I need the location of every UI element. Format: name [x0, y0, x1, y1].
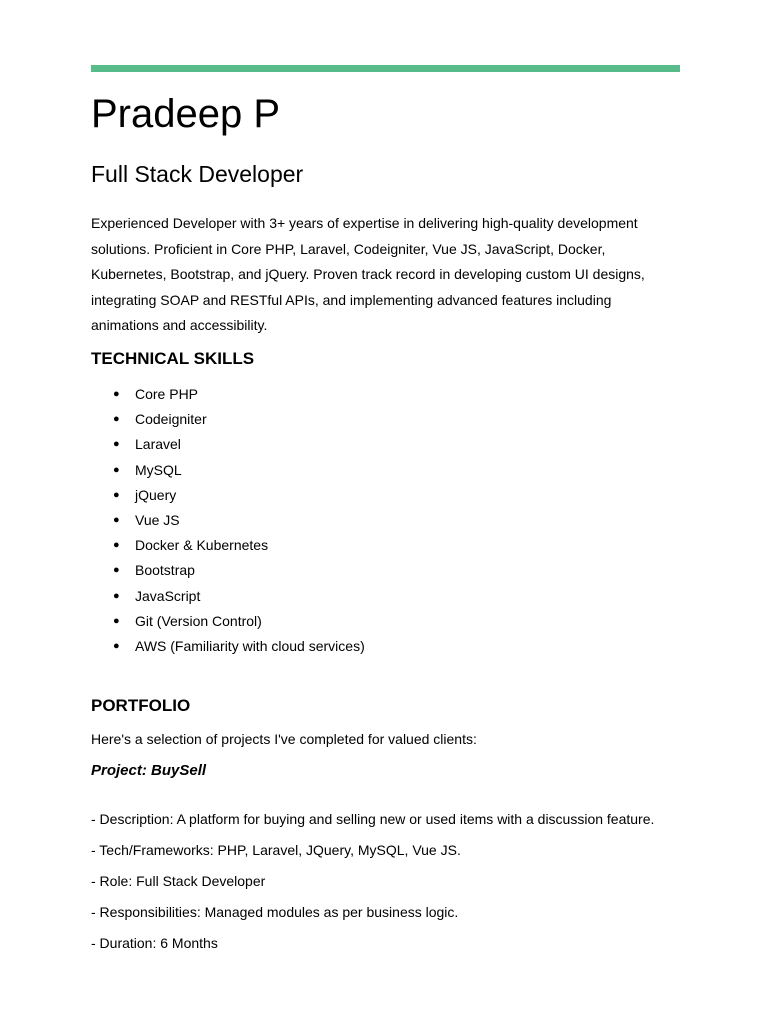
skill-item [91, 382, 365, 407]
skill-label: Vue JS [135, 511, 180, 528]
professional-summary: Experienced Developer with 3+ years of expertise in delivering high-quality development solutions. Proficient in Core PHP, Laravel, Codeigniter, Vue JS, JavaScript, Docker, Kubernetes, Bootstrap, and jQuery. Proven track record in developing custom UI designs, integrating SOAP and RESTful APIs, and implementing advanced features including animations and accessibility. [91, 215, 645, 333]
skill-label: JavaScript [135, 587, 201, 604]
project-title: Project: BuySell [91, 762, 207, 779]
bullet-icon: ● [113, 539, 120, 552]
skill-label: Core PHP [135, 386, 199, 402]
skill-item [91, 458, 365, 483]
skill-item [91, 584, 365, 609]
skill-item [91, 407, 365, 432]
technical-skills-heading: TECHNICAL SKILLS [91, 349, 255, 368]
skill-label: jQuery [135, 486, 177, 503]
project-responsibilities: - Responsibilities: Managed modules as per business logic. [91, 904, 459, 920]
project-duration: - Duration: 6 Months [91, 935, 218, 951]
project-role: - Role: Full Stack Developer [91, 873, 266, 889]
bullet-icon: ● [113, 639, 120, 652]
skill-label: Bootstrap [135, 562, 195, 579]
job-title: Full Stack Developer [91, 161, 304, 187]
bullet-icon: ● [113, 463, 120, 476]
skill-label: AWS (Familiarity with cloud services) [135, 637, 365, 654]
bullet-icon: ● [113, 513, 120, 526]
skills-list [91, 382, 365, 659]
portfolio-intro: Here's a selection of projects I've completed for valued clients: [91, 731, 477, 747]
skill-item [91, 609, 365, 634]
bullet-icon: ● [113, 488, 120, 501]
header-accent-bar [91, 65, 680, 72]
skill-item [91, 634, 365, 659]
skill-item [91, 558, 365, 583]
project-tech-frameworks: - Tech/Frameworks: PHP, Laravel, JQuery, MySQL, Vue JS. [91, 842, 461, 858]
bullet-icon: ● [113, 614, 120, 627]
bullet-icon: ● [113, 589, 120, 602]
skill-item [91, 533, 365, 558]
skill-label: Git (Version Control) [135, 612, 262, 629]
skill-item [91, 483, 365, 508]
skill-label: MySQL [135, 461, 182, 478]
bullet-icon: ● [113, 413, 120, 426]
skill-item [91, 432, 365, 457]
project-description: - Description: A platform for buying and selling new or used items with a discussion feature. [91, 811, 655, 827]
skill-item [91, 508, 365, 533]
skill-label: Codeigniter [135, 411, 207, 428]
bullet-icon: ● [113, 388, 120, 400]
candidate-name: Pradeep P [91, 92, 281, 136]
skill-label: Docker & Kubernetes [135, 537, 269, 554]
bullet-icon: ● [113, 564, 120, 577]
portfolio-heading: PORTFOLIO [91, 696, 191, 715]
bullet-icon: ● [113, 438, 120, 451]
skill-label: Laravel [135, 436, 181, 453]
